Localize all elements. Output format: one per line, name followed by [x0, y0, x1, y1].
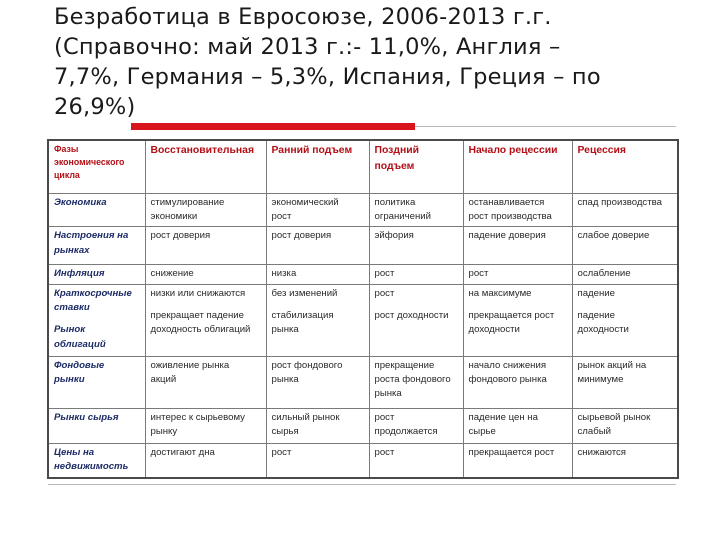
spacer: [578, 301, 673, 309]
table-cell: [463, 227, 572, 265]
table-row: [48, 193, 678, 227]
cell-line: рынка: [374, 388, 402, 400]
cell-line: роста фондового: [374, 374, 451, 386]
cell-line: рынках: [54, 244, 90, 256]
title-line: (Справочно: май 2013 г.:- 11,0%, Англия –: [54, 34, 561, 60]
table-cell: [463, 284, 572, 356]
cell-line: Ранний подъем: [271, 145, 353, 156]
table-cell: [266, 356, 369, 408]
cell-line: интерес к сырьевому: [150, 411, 245, 423]
cell-line: слабое доверие: [577, 230, 650, 242]
spacer: [151, 301, 261, 309]
cell-line: без изменений: [271, 287, 338, 299]
row-label: [48, 443, 145, 478]
cell-line: ослабление: [577, 268, 631, 280]
cell-line: экономики: [150, 210, 198, 222]
header-phase-cell: [463, 140, 572, 193]
cell-line: рост: [374, 446, 395, 458]
cell-line: снижение: [150, 268, 194, 280]
cell-line: рост: [374, 287, 395, 299]
table-cell: [572, 356, 678, 408]
table-cell: [572, 227, 678, 265]
cell-line: слабый: [577, 426, 611, 438]
cell-line: Инфляция: [54, 268, 105, 280]
cell-line: низка: [271, 268, 297, 280]
row-label: [48, 193, 145, 227]
cell-line: экономический: [271, 196, 339, 208]
table-cell: [145, 356, 266, 408]
header-phase-cell: [266, 140, 369, 193]
cell-line: рост доверия: [271, 230, 332, 242]
table-cell: [369, 443, 463, 478]
cell-line: Восстановительная: [150, 145, 255, 156]
cell-line: останавливается: [468, 196, 545, 208]
cell-line: низки или снижаются: [150, 287, 246, 299]
header-phase-cell: [572, 140, 678, 193]
economic-cycle-table-container: [47, 139, 677, 473]
cell-line: продолжается: [374, 426, 438, 438]
table-cell: [572, 193, 678, 227]
cell-line: облигаций: [54, 338, 106, 350]
table-row: [48, 443, 678, 478]
cell-line: доходности: [577, 324, 629, 336]
cell-line: рост: [468, 268, 489, 280]
cell-line: Поздний: [374, 145, 419, 156]
table-cell: [145, 193, 266, 227]
table-cell: [145, 265, 266, 284]
table-cell: [266, 265, 369, 284]
table-cell: [145, 284, 266, 356]
cell-line: ограничений: [374, 210, 432, 222]
cell-line: эйфория: [374, 230, 414, 242]
cell-line: стимулирование: [150, 196, 225, 208]
cell-line: сырье: [468, 426, 496, 438]
title-line: Безработица в Евросоюзе, 2006-2013 г.г.: [54, 4, 552, 30]
table-cell: [145, 408, 266, 443]
cell-line: Рынки сырья: [54, 411, 119, 423]
table-cell: [145, 443, 266, 478]
cell-line: Экономика: [54, 196, 107, 208]
row-label: [48, 227, 145, 265]
row-label: [48, 265, 145, 284]
cell-line: рост производства: [468, 210, 552, 222]
cell-line: рынка: [271, 324, 299, 336]
cell-line: прекращает падение: [150, 310, 244, 322]
cell-line: минимуме: [577, 374, 624, 386]
spacer: [272, 301, 364, 309]
table-cell: [266, 284, 369, 356]
cell-line: сырьевой рынок: [577, 411, 651, 423]
cell-line: рынок акций на: [577, 359, 647, 371]
slide-title: [54, 2, 704, 122]
table-cell: [369, 408, 463, 443]
table-cell: [369, 265, 463, 284]
table-cell: [266, 227, 369, 265]
divider-line: [415, 126, 676, 127]
spacer: [375, 301, 458, 309]
accent-red-bar: [131, 123, 415, 130]
cell-line: Рецессия: [577, 145, 626, 156]
cell-line: рынка: [271, 374, 299, 386]
table-cell: [369, 356, 463, 408]
table-cell: [369, 193, 463, 227]
table-cell: [463, 408, 572, 443]
cell-line: рост: [374, 268, 395, 280]
table-cell: [463, 356, 572, 408]
cell-line: Цены на: [54, 446, 95, 458]
table-cell: [266, 408, 369, 443]
table-row: [48, 408, 678, 443]
cell-line: Краткосрочные: [54, 287, 132, 299]
table-cell: [572, 265, 678, 284]
cell-line: Фазы: [54, 144, 79, 154]
cell-line: Рынок: [54, 324, 86, 336]
cell-line: стабилизация: [271, 310, 334, 322]
economic-cycle-table: [47, 139, 679, 479]
header-phase-cell: [369, 140, 463, 193]
cell-line: оживление рынка: [150, 359, 230, 371]
cell-line: рынку: [150, 426, 178, 438]
cell-line: прекращение: [374, 359, 435, 371]
cell-line: подъем: [374, 160, 415, 172]
cell-line: Начало рецессии: [468, 145, 558, 156]
cell-line: недвижимость: [54, 461, 129, 473]
cell-line: доходность облигаций: [150, 324, 251, 336]
cell-line: рост: [271, 446, 292, 458]
cell-line: цикла: [54, 170, 80, 181]
cell-line: акций: [150, 374, 177, 386]
table-cell: [572, 443, 678, 478]
cell-line: фондового рынка: [468, 374, 547, 386]
cell-line: рост фондового: [271, 359, 343, 371]
cell-line: сильный рынок: [271, 411, 340, 423]
table-cell: [463, 193, 572, 227]
table-cell: [266, 193, 369, 227]
row-label: [48, 356, 145, 408]
cell-line: прекращается рост: [468, 446, 555, 458]
table-cell: [369, 284, 463, 356]
cell-line: рост: [271, 210, 292, 222]
cell-line: Настроения на: [54, 230, 129, 242]
cell-line: падение: [577, 287, 615, 299]
cell-line: ставки: [54, 302, 90, 314]
row-label: [48, 408, 145, 443]
title-line: 7,7%, Германия – 5,3%, Испания, Греция – по: [54, 64, 601, 90]
table-row: [48, 265, 678, 284]
header-phases-label: [48, 140, 145, 193]
cell-line: рынки: [54, 374, 85, 386]
spacer: [469, 301, 567, 309]
cell-line: сырья: [271, 426, 299, 438]
row-label: [48, 284, 145, 356]
title-line: 26,9%): [54, 94, 136, 120]
table-cell: [145, 227, 266, 265]
table-row: [48, 356, 678, 408]
cell-line: прекращается рост: [468, 310, 555, 322]
table-cell: [463, 265, 572, 284]
spacer: [54, 315, 140, 323]
cell-line: рост доходности: [374, 310, 449, 322]
cell-line: экономического: [54, 157, 125, 168]
table-row: [48, 284, 678, 356]
cell-line: падение: [577, 310, 615, 322]
cell-line: падение цен на: [468, 411, 538, 423]
cell-line: Фондовые: [54, 359, 105, 371]
table-row: [48, 227, 678, 265]
cell-line: спад производства: [577, 196, 662, 208]
cell-line: падение доверия: [468, 230, 546, 242]
cell-line: доходности: [468, 324, 520, 336]
table-cell: [369, 227, 463, 265]
table-cell: [572, 284, 678, 356]
header-phase-cell: [145, 140, 266, 193]
cell-line: рост доверия: [150, 230, 211, 242]
table-cell: [266, 443, 369, 478]
cell-line: на максимуме: [468, 287, 532, 299]
table-cell: [463, 443, 572, 478]
cell-line: политика: [374, 196, 416, 208]
cell-line: начало снижения: [468, 359, 547, 371]
table-header-row: [48, 140, 678, 193]
bottom-divider: [48, 484, 676, 485]
cell-line: достигают дна: [150, 446, 215, 458]
table-cell: [572, 408, 678, 443]
cell-line: снижаются: [577, 446, 626, 458]
cell-line: рост: [374, 411, 395, 423]
